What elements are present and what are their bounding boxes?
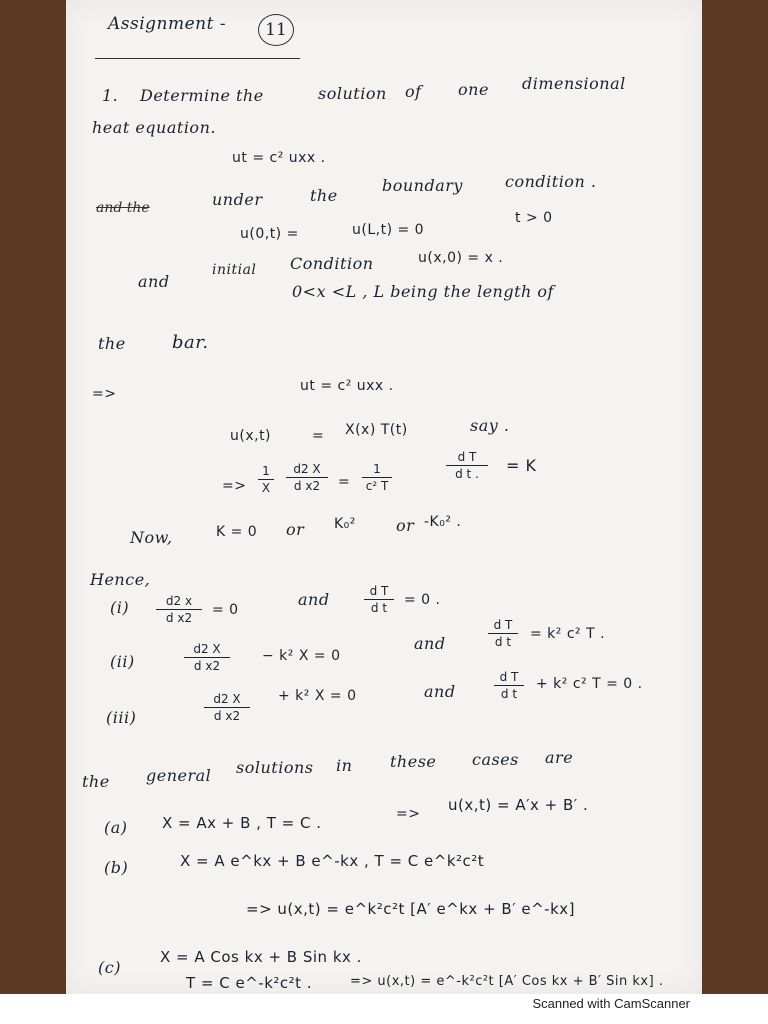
implies-arrow: => bbox=[396, 806, 421, 822]
case-equation: = k² c² T . bbox=[530, 626, 606, 642]
initial-condition: u(x,0) = x . bbox=[418, 250, 504, 266]
fraction: d T d t . bbox=[446, 450, 488, 481]
solution-equation: X = A e^kx + B e^-kx , T = C e^k²c²t bbox=[180, 852, 485, 870]
boundary-condition-right: u(L,t) = 0 bbox=[352, 222, 425, 238]
implies-arrow: => bbox=[92, 386, 117, 402]
solution-result: u(x,t) = A′x + B′ . bbox=[448, 796, 589, 814]
problem-word: and bbox=[138, 272, 170, 291]
problem-word: one bbox=[458, 80, 489, 99]
assignment-number: 11 bbox=[258, 14, 294, 46]
equals-sign: = bbox=[338, 474, 351, 490]
fraction: d T d t bbox=[488, 618, 518, 649]
case-equation: = 0 bbox=[212, 602, 239, 618]
k-case: -K₀² . bbox=[424, 514, 462, 530]
time-condition: t > 0 bbox=[515, 210, 553, 226]
case-equation: + k² c² T = 0 . bbox=[536, 676, 643, 692]
heat-equation: ut = c² uxx . bbox=[232, 150, 326, 166]
problem-word: and bbox=[414, 634, 446, 653]
notebook-page bbox=[66, 0, 702, 994]
problem-word: Now, bbox=[130, 528, 173, 547]
case-label: (c) bbox=[98, 958, 121, 977]
fraction: d2 X d x2 bbox=[204, 692, 250, 723]
problem-word: these bbox=[390, 752, 437, 771]
solution-result: => u(x,t) = e^k²c²t [A′ e^kx + B′ e^-kx] bbox=[246, 900, 575, 918]
camscanner-watermark: Scanned with CamScanner bbox=[532, 996, 690, 1011]
hence-label: Hence, bbox=[90, 570, 151, 589]
fraction: d T d t bbox=[364, 584, 394, 615]
problem-word: say . bbox=[470, 416, 510, 435]
fraction: d2 X d x2 bbox=[286, 462, 328, 493]
problem-word: boundary bbox=[382, 176, 463, 195]
problem-word: dimensional bbox=[522, 74, 626, 93]
boundary-condition-left: u(0,t) = bbox=[240, 226, 299, 242]
solution-equation: T = C e^-k²c²t . bbox=[186, 974, 313, 992]
fraction: d T d t bbox=[494, 670, 524, 701]
problem-word: cases bbox=[472, 750, 519, 769]
separation-constant: = K bbox=[506, 456, 537, 475]
problem-word: and bbox=[424, 682, 456, 701]
separation-right: X(x) T(t) bbox=[345, 422, 408, 438]
solution-equation: X = A Cos kx + B Sin kx . bbox=[160, 948, 362, 966]
fraction: 1 c² T bbox=[362, 462, 392, 493]
k-case: K = 0 bbox=[216, 524, 258, 540]
case-label: (b) bbox=[104, 858, 129, 877]
problem-word: initial bbox=[212, 262, 257, 278]
separation-left: u(x,t) bbox=[230, 428, 272, 444]
problem-word: in bbox=[336, 756, 353, 775]
case-label: (iii) bbox=[106, 708, 137, 727]
problem-word: the bbox=[98, 334, 126, 353]
problem-word: solutions bbox=[236, 758, 314, 777]
case-equation: − k² X = 0 bbox=[262, 648, 341, 664]
fraction: d2 X d x2 bbox=[184, 642, 230, 673]
problem-word: or bbox=[286, 520, 305, 539]
problem-word: are bbox=[545, 748, 574, 767]
problem-number: 1. bbox=[102, 86, 119, 105]
problem-word: Determine the bbox=[140, 86, 264, 105]
problem-word: under bbox=[212, 190, 263, 209]
problem-word: of bbox=[405, 82, 422, 101]
problem-word: bar. bbox=[172, 332, 209, 353]
case-equation: = 0 . bbox=[404, 592, 441, 608]
assignment-title: Assignment - bbox=[108, 14, 227, 34]
k-case: K₀² bbox=[334, 516, 356, 532]
problem-word: Condition bbox=[290, 254, 374, 273]
solution-equation: X = Ax + B , T = C . bbox=[162, 814, 322, 832]
case-label: (ii) bbox=[110, 652, 135, 671]
fraction: 1 X bbox=[258, 464, 274, 495]
problem-word: general bbox=[146, 766, 212, 785]
problem-word: or bbox=[396, 516, 415, 535]
title-underline bbox=[95, 58, 300, 59]
problem-word: solution bbox=[318, 84, 387, 103]
problem-word: the bbox=[82, 772, 110, 791]
struck-text: and the bbox=[96, 200, 150, 216]
problem-word: condition . bbox=[505, 172, 597, 191]
solution-result: => u(x,t) = e^-k²c²t [A′ Cos kx + B′ Sin kx] . bbox=[350, 974, 664, 989]
problem-line: heat equation. bbox=[92, 118, 216, 137]
heat-equation: ut = c² uxx . bbox=[300, 378, 394, 394]
problem-line: 0<x <L , L being the length of bbox=[292, 282, 554, 301]
fraction: d2 x d x2 bbox=[156, 594, 202, 625]
implies-arrow: => bbox=[222, 478, 247, 494]
problem-word: and bbox=[298, 590, 330, 609]
case-label: (a) bbox=[104, 818, 128, 837]
problem-word: the bbox=[310, 186, 338, 205]
case-equation: + k² X = 0 bbox=[278, 688, 357, 704]
case-label: (i) bbox=[110, 598, 130, 617]
equals-sign: = bbox=[312, 428, 325, 444]
